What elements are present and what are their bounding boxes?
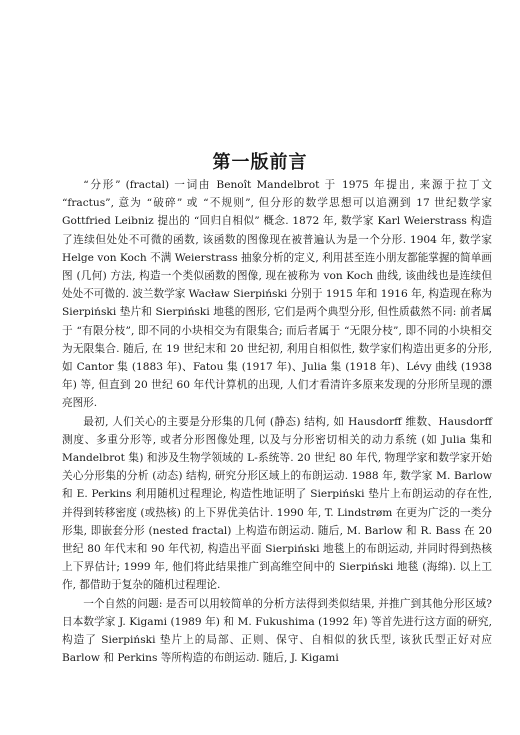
- page-title: 第一版前言: [212, 152, 308, 173]
- paragraph-3: 一个自然的问题: 是否可以用较简单的分析方法得到类似结果, 并推广到其他分形区域? 日本数学家 J. Kigami (1989 年) 和 M. Fukushima (1992 年) 等首先进行这方面的研究, 构造了 Sierpiński 垫片上的局部、正则、保守、自相似的狄氏型, 该狄氏型正好对应 Barlow 和 Perkins 等所构造的布朗运动. 随后, J. Kigami: [62, 597, 492, 665]
- preface-body: [62, 176, 492, 667]
- paragraph-2: 最初, 人们关心的主要是分形集的几何 (静态) 结构, 如 Hausdorff 维数、Hausdorff 测度、多重分形等, 或者分形图像处理, 以及与分形密切相关的动力系统 (如 Julia 集和 Mandelbrot 集) 和涉及生物学领域的 L-系统等. 20 世纪 80 年代, 物理学家和数学家开始关心分形集的分析 (动态) 结构, 研究分形区域上的布朗运动. 1988 年, 数学家 M. Barlow 和 E. Perkins 利用随机过程理论, 构造性地证明了 Sierpiński 垫片上布朗运动的存在性, 并得到转移密度 (或热核) 的上下界优美估计. 1990 年, T. Lindstrøm 在更为广泛的一类分形集, 即嵌套分形 (nested fractal) 上构造布朗运动. 随后, M. Barlow 和 R. Bass 在 20 世纪 80 年代末和 90 年代初, 构造出平面 Sierpiński 地毯上的布朗运动, 并同时得到热核上下界估计; 1999 年, 他们将此结果推广到高维空间中的 Sierpiński 地毯 (海绵). 以上工作, 都借助于复杂的随机过程理论.: [62, 415, 492, 592]
- paragraph-1: “分形” (fractal) 一词由 Benoît Mandelbrot 于 1975 年提出, 来源于拉丁文 “fractus”, 意为 “破碎” 或 “不规则”, 但分形的数学思想可以追溯到 17 世纪数学家 Gottfried Leibniz 提出的 “回归自相似” 概念. 1872 年, 数学家 Karl Weierstrass 构造了连续但处处不可微的函数, 该函数的图像现在被普遍认为是一个分形. 1904 年, 数学家 Helge von Koch 不满 Weierstrass 抽象分析的定义, 利用甚至连小朋友都能掌握的简单画图 (几何) 方法, 构造一个类似函数的图像, 现在被称为 von Koch 曲线, 该曲线也是连续但处处不可微的. 波兰数学家 Wacław Sierpiński 分别于 1915 年和 1916 年, 构造现在称为 Sierpiński 垫片和 Sierpiński 地毯的图形, 它们是两个典型分形, 但性质截然不同: 前者属于 “有限分枝”, 即不同的小块相交为有限集合; 而后者属于 “无限分枝”, 即不同的小块相交为无限集合. 随后, 在 19 世纪末和 20 世纪初, 利用自相似性, 数学家们构造出更多的分形, 如 Cantor 集 (1883 年)、Fatou 集 (1917 年)、Julia 集 (1918 年)、Lévy 曲线 (1938 年) 等, 但直到 20 世纪 60 年代计算机的出现, 人们才看清许多原来发现的分形所呈现的漂亮图形.: [62, 179, 492, 410]
